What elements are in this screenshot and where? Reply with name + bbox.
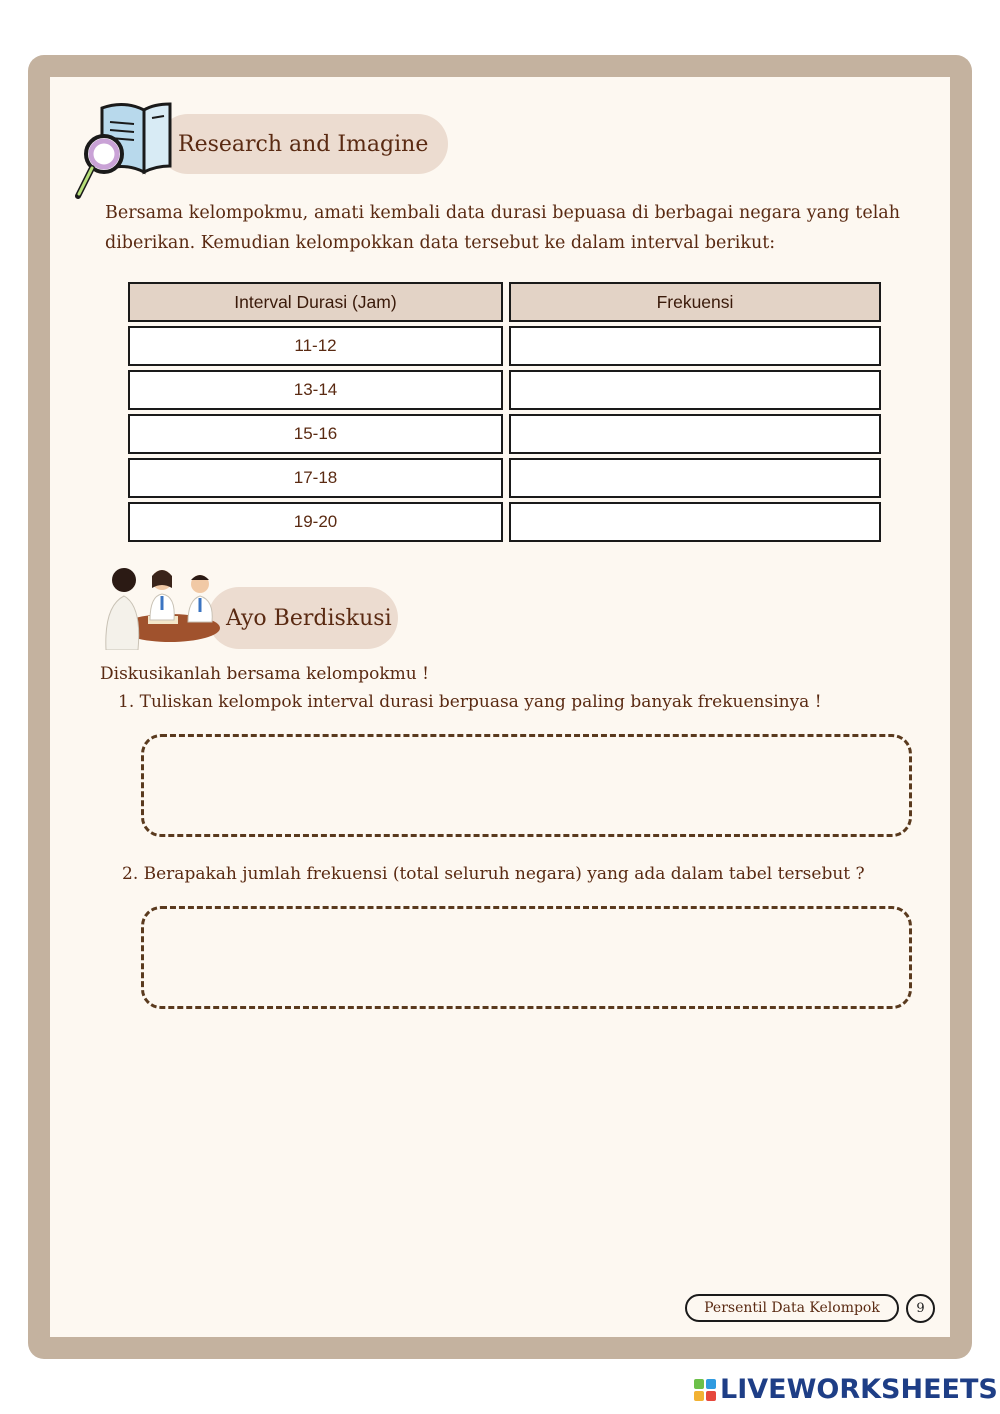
footer-title: [685, 1294, 899, 1322]
table-row: [128, 502, 881, 542]
interval-cell: 19-20: [128, 502, 503, 542]
table-row: [128, 414, 881, 454]
frekuensi-input[interactable]: [509, 414, 881, 454]
logo-text: LIVEWORKSHEETS: [720, 1374, 998, 1405]
page-number: [906, 1294, 935, 1323]
section-header-research: [158, 114, 448, 174]
table-header-row: [128, 282, 881, 322]
interval-cell: 17-18: [128, 458, 503, 498]
section-header-diskusi: [208, 587, 398, 649]
students-discussion-icon: [98, 566, 222, 650]
section-title: Research and Imagine: [178, 131, 429, 157]
frekuensi-input[interactable]: [509, 502, 881, 542]
interval-cell: 15-16: [128, 414, 503, 454]
question-2: 2. Berapakah jumlah frekuensi (total seluruh negara) yang ada dalam tabel tersebut ?: [122, 864, 865, 884]
interval-cell: 13-14: [128, 370, 503, 410]
interval-cell: 11-12: [128, 326, 503, 366]
live-badge-icon: [694, 1379, 716, 1401]
answer-box-1[interactable]: [141, 734, 912, 837]
table-row: [128, 370, 881, 410]
liveworksheets-logo: [694, 1374, 998, 1405]
book-magnifier-icon: [74, 98, 174, 200]
table-row: [128, 326, 881, 366]
header-interval: Interval Durasi (Jam): [128, 282, 503, 322]
footer-label: Persentil Data Kelompok: [704, 1300, 880, 1316]
frekuensi-input[interactable]: [509, 326, 881, 366]
intro-paragraph: Bersama kelompokmu, amati kembali data durasi bepuasa di berbagai negara yang telah diberikan. Kemudian kelompokkan data tersebut ke dalam interval berikut:: [105, 203, 900, 253]
table-row: [128, 458, 881, 498]
interval-table: [128, 282, 881, 546]
frekuensi-input[interactable]: [509, 458, 881, 498]
discussion-lead: Diskusikanlah bersama kelompokmu !: [100, 664, 429, 684]
frekuensi-input[interactable]: [509, 370, 881, 410]
answer-box-2[interactable]: [141, 906, 912, 1009]
question-1: 1. Tuliskan kelompok interval durasi berpuasa yang paling banyak frekuensinya !: [118, 692, 822, 712]
header-frekuensi: Frekuensi: [509, 282, 881, 322]
page-number-text: 9: [916, 1301, 925, 1316]
section-title: Ayo Berdiskusi: [226, 605, 392, 631]
